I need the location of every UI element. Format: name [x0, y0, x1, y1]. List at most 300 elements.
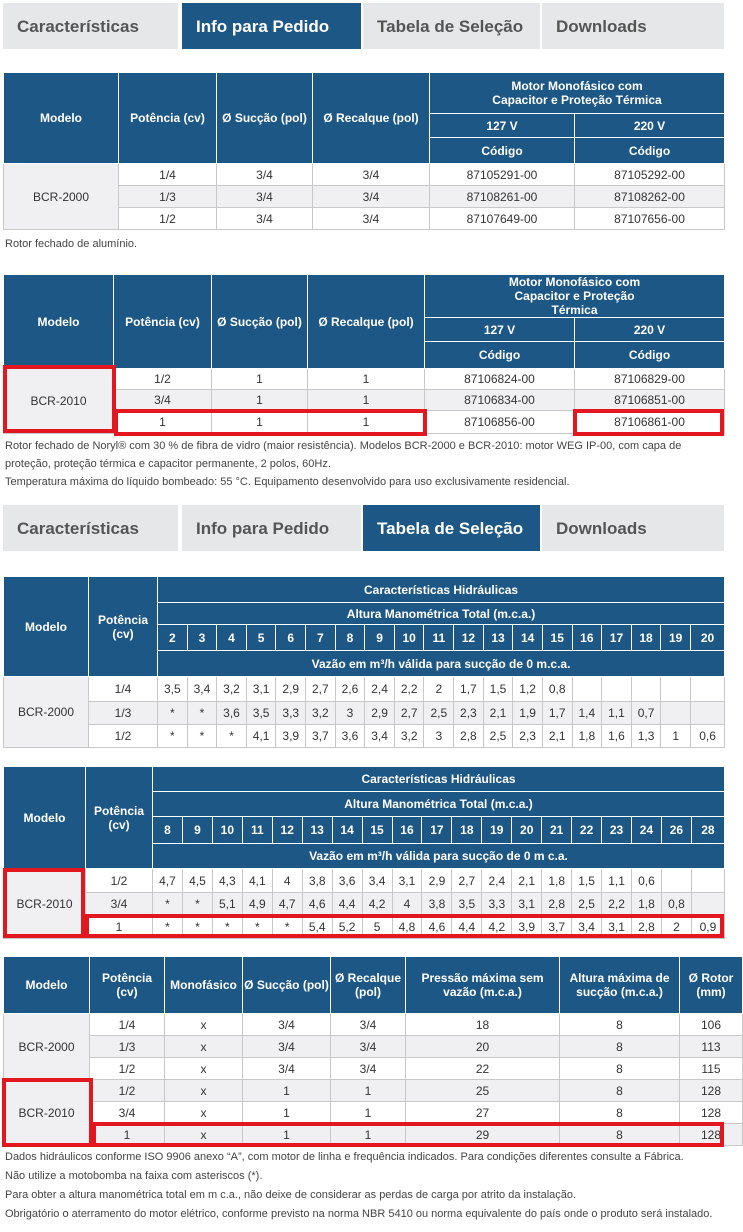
cell: 87108262-00 — [575, 186, 725, 208]
footnote-1: Dados hidráulicos conforme ISO 9906 anexo “A”, com motor de linha e frequência indicados. Para condições diferentes consulte a Fábrica. — [5, 1151, 684, 1163]
flow-cell: 3,9 — [276, 725, 306, 748]
cell: 1 — [212, 390, 308, 411]
model-cell: BCR-2010 — [4, 1080, 90, 1146]
flow-cell: 2,5 — [483, 725, 513, 748]
height-col-header: 16 — [572, 625, 602, 651]
header-altura: Altura Manométrica Total (m.c.a.) — [153, 792, 725, 817]
spec-cell: 128 — [680, 1124, 743, 1146]
height-col-header: 16 — [392, 817, 422, 844]
spec-header: Ø Rotor (mm) — [680, 957, 743, 1014]
cell: 1 — [308, 411, 425, 434]
spec-cell: 3/4 — [243, 1058, 331, 1080]
flow-cell: 2,8 — [632, 916, 662, 939]
flow-cell: 2,5 — [424, 702, 454, 725]
flow-cell: 2,4 — [482, 869, 512, 893]
header-motor: Motor Monofásico com Capacitor e Proteção Térmica — [430, 73, 725, 114]
flow-cell — [691, 869, 724, 893]
height-col-header: 12 — [272, 817, 302, 844]
potencia-cell: 3/4 — [86, 893, 153, 916]
flow-cell: 3,6 — [217, 702, 247, 725]
spec-cell: 128 — [680, 1102, 743, 1124]
flow-cell: 1,7 — [454, 677, 484, 702]
spec-cell: 3/4 — [331, 1036, 406, 1058]
cell: 1/4 — [119, 164, 217, 186]
flow-cell: 2,6 — [335, 677, 365, 702]
flow-cell: * — [242, 916, 272, 939]
footnote-4: Obrigatório o aterramento do motor elétrico, conforme previsto na norma NBR 5410 ou norma equivalente do país onde o produto será instalado. — [5, 1208, 713, 1220]
flow-cell: 4 — [272, 869, 302, 893]
flow-cell: 2,5 — [572, 893, 602, 916]
flow-cell: 2,1 — [542, 725, 572, 748]
spec-cell: 1 — [90, 1124, 165, 1146]
flow-cell: 4,2 — [482, 916, 512, 939]
height-col-header: 20 — [690, 625, 724, 651]
height-col-header: 19 — [482, 817, 512, 844]
spec-cell: 1 — [243, 1102, 331, 1124]
flow-cell: 1,5 — [483, 677, 513, 702]
flow-cell: 3,1 — [246, 677, 276, 702]
potencia-cell: 1/3 — [89, 702, 158, 725]
cell: 87107649-00 — [430, 208, 575, 230]
spec-cell: 1/3 — [90, 1036, 165, 1058]
cell: 3/4 — [114, 390, 212, 411]
spec-cell: 3/4 — [243, 1036, 331, 1058]
flow-cell — [572, 677, 602, 702]
spec-cell: 20 — [406, 1036, 560, 1058]
cell: 87105291-00 — [430, 164, 575, 186]
spec-cell: 18 — [406, 1014, 560, 1036]
header-modelo: Modelo — [4, 275, 114, 369]
table2-note-1: Rotor fechado de Noryl® com 30 % de fibra de vidro (maior resistência). Modelos BCR-2000 e BCR-2010: motor WEG IP-00, com capa de — [5, 440, 682, 452]
spec-cell: 8 — [560, 1058, 680, 1080]
flow-cell: 2,7 — [452, 869, 482, 893]
flow-cell: 3,4 — [187, 677, 217, 702]
spec-cell: 3/4 — [331, 1058, 406, 1080]
cell: 87106824-00 — [425, 369, 575, 390]
height-col-header: 6 — [276, 625, 306, 651]
table2-note-3: Temperatura máxima do líquido bombeado: 55 °C. Equipamento desenvolvido para uso exclusivamente residencial. — [5, 476, 570, 488]
height-col-header: 20 — [512, 817, 542, 844]
tab-caracteristicas[interactable]: Características — [3, 505, 178, 551]
spec-cell: 29 — [406, 1124, 560, 1146]
flow-cell: 1,9 — [513, 702, 543, 725]
spec-header: Ø Sucção (pol) — [243, 957, 331, 1014]
potencia-cell: 1/2 — [89, 725, 158, 748]
flow-cell: 0,6 — [632, 869, 662, 893]
model-cell: BCR-2010 — [4, 869, 86, 939]
spec-cell: 1 — [331, 1102, 406, 1124]
spec-cell: 27 — [406, 1102, 560, 1124]
tab-caracteristicas[interactable]: Características — [3, 3, 178, 49]
flow-cell — [661, 677, 691, 702]
flow-cell — [631, 677, 661, 702]
cell: 3/4 — [313, 164, 430, 186]
flow-cell: 1,8 — [572, 725, 602, 748]
header-codigo-220: Código — [575, 138, 725, 164]
height-col-header: 18 — [631, 625, 661, 651]
flow-cell: 3,2 — [217, 677, 247, 702]
model-cell: BCR-2010 — [4, 369, 114, 434]
flow-cell: 2,2 — [602, 893, 632, 916]
spec-header: Modelo — [4, 957, 90, 1014]
spec-cell: 8 — [560, 1124, 680, 1146]
spec-header: Pressão máxima sem vazão (m.c.a.) — [406, 957, 560, 1014]
cell: 1 — [308, 390, 425, 411]
tab-info-pedido[interactable]: Info para Pedido — [182, 505, 361, 551]
flow-cell: 3,7 — [306, 725, 336, 748]
model-cell: BCR-2000 — [4, 1014, 90, 1080]
flow-cell: 3,1 — [512, 893, 542, 916]
flow-cell — [690, 702, 724, 725]
flow-cell: 4,3 — [212, 869, 242, 893]
height-col-header: 13 — [483, 625, 513, 651]
header-modelo: Modelo — [4, 577, 89, 677]
flow-cell: 4,1 — [246, 725, 276, 748]
height-col-header: 26 — [661, 817, 691, 844]
flow-cell: 0,6 — [690, 725, 724, 748]
flow-cell: 3 — [335, 702, 365, 725]
height-col-header: 7 — [306, 625, 336, 651]
tab-bar-top — [0, 3, 727, 49]
cell: 3/4 — [217, 186, 313, 208]
flow-cell: 2,7 — [306, 677, 336, 702]
flow-cell: 2,3 — [513, 725, 543, 748]
header-succao: Ø Sucção (pol) — [212, 275, 308, 369]
flow-cell: 1 — [661, 725, 691, 748]
flow-cell — [602, 677, 632, 702]
spec-cell: 3/4 — [243, 1014, 331, 1036]
flow-cell: 2,1 — [483, 702, 513, 725]
header-vazao: Vazão em m³/h válida para sucção de 0 m c.a. — [153, 844, 725, 869]
flow-cell: 1,8 — [632, 893, 662, 916]
flow-cell: * — [187, 702, 217, 725]
spec-cell: 1 — [243, 1080, 331, 1102]
flow-cell: 2,9 — [422, 869, 452, 893]
spec-cell: 3/4 — [90, 1102, 165, 1124]
flow-cell: 2,9 — [365, 702, 395, 725]
flow-cell — [661, 702, 691, 725]
highlight-code-220v — [573, 409, 724, 436]
specs-table — [3, 956, 743, 1146]
flow-cell: 3,6 — [335, 725, 365, 748]
flow-cell: 0,7 — [631, 702, 661, 725]
cell: 1 — [308, 369, 425, 390]
flow-cell: 1,1 — [602, 702, 632, 725]
cell: 3/4 — [313, 208, 430, 230]
flow-cell: 1,7 — [542, 702, 572, 725]
flow-cell: 3,7 — [542, 916, 572, 939]
tab-downloads[interactable]: Downloads — [542, 3, 724, 49]
cell: 1/2 — [114, 369, 212, 390]
spec-cell: 8 — [560, 1102, 680, 1124]
height-col-header: 9 — [365, 625, 395, 651]
flow-cell: 3,1 — [392, 869, 422, 893]
header-caracteristicas: Características Hidráulicas — [153, 767, 725, 792]
flow-cell: * — [153, 893, 183, 916]
spec-cell: x — [165, 1036, 243, 1058]
flow-cell: 3,8 — [302, 869, 332, 893]
spec-cell: x — [165, 1058, 243, 1080]
flow-cell: 4,5 — [182, 869, 212, 893]
header-recalque: Ø Recalque (pol) — [313, 73, 430, 164]
header-succao: Ø Sucção (pol) — [217, 73, 313, 164]
height-col-header: 15 — [362, 817, 392, 844]
height-col-header: 22 — [572, 817, 602, 844]
header-codigo-127: Código — [430, 138, 575, 164]
flow-cell: 1,4 — [572, 702, 602, 725]
header-recalque: Ø Recalque (pol) — [308, 275, 425, 369]
flow-cell: * — [212, 916, 242, 939]
height-col-header: 21 — [542, 817, 572, 844]
cell: 1 — [212, 411, 308, 434]
cell: 87106856-00 — [425, 411, 575, 434]
flow-cell: 4,6 — [422, 916, 452, 939]
height-col-header: 11 — [424, 625, 454, 651]
spec-cell: 8 — [560, 1014, 680, 1036]
flow-cell — [690, 677, 724, 702]
cell: 1 — [114, 411, 212, 434]
flow-cell: 5,4 — [302, 916, 332, 939]
spec-header: Monofásico — [165, 957, 243, 1014]
height-col-header: 10 — [212, 817, 242, 844]
flow-cell: 5 — [362, 916, 392, 939]
flow-cell: 3 — [424, 725, 454, 748]
height-col-header: 14 — [513, 625, 543, 651]
flow-cell: 3,3 — [482, 893, 512, 916]
order-table-bcr2000 — [3, 72, 725, 230]
flow-cell: 3,5 — [452, 893, 482, 916]
flow-cell: 4,4 — [332, 893, 362, 916]
flow-cell: 2,8 — [454, 725, 484, 748]
flow-cell: * — [182, 916, 212, 939]
cell: 1/2 — [119, 208, 217, 230]
highlight-model-bcr2010-sel — [3, 868, 85, 938]
flow-cell: * — [272, 916, 302, 939]
height-col-header: 4 — [217, 625, 247, 651]
flow-cell: * — [158, 702, 188, 725]
height-col-header: 24 — [632, 817, 662, 844]
spec-cell: 113 — [680, 1036, 743, 1058]
height-col-header: 19 — [661, 625, 691, 651]
flow-cell: 1,5 — [572, 869, 602, 893]
height-col-header: 13 — [302, 817, 332, 844]
cell: 1/3 — [119, 186, 217, 208]
spec-cell: 1 — [331, 1124, 406, 1146]
flow-cell: 4,9 — [242, 893, 272, 916]
cell: 87106829-00 — [575, 369, 725, 390]
header-codigo-127: Código — [425, 342, 575, 369]
potencia-cell: 1/2 — [86, 869, 153, 893]
flow-cell: 4,8 — [392, 916, 422, 939]
flow-cell: 2,9 — [276, 677, 306, 702]
flow-cell: 1,1 — [602, 869, 632, 893]
cell: 87107656-00 — [575, 208, 725, 230]
spec-cell: 1/4 — [90, 1014, 165, 1036]
flow-cell: 2,2 — [394, 677, 424, 702]
flow-cell: 2,3 — [454, 702, 484, 725]
selection-table-bcr2000 — [3, 576, 725, 748]
flow-cell: 2,7 — [394, 702, 424, 725]
cell: 3/4 — [313, 186, 430, 208]
header-motor: Motor Monofásico com Capacitor e Proteção Térmica — [425, 275, 725, 318]
flow-cell: 3,6 — [332, 869, 362, 893]
flow-cell: 5,1 — [212, 893, 242, 916]
height-col-header: 23 — [602, 817, 632, 844]
table1-note: Rotor fechado de alumínio. — [5, 238, 138, 250]
height-col-header: 17 — [422, 817, 452, 844]
height-col-header: 14 — [332, 817, 362, 844]
spec-cell: 128 — [680, 1080, 743, 1102]
tab-tabela-selecao[interactable]: Tabela de Seleção — [363, 3, 540, 49]
spec-header: Altura máxima de sucção (m.c.a.) — [560, 957, 680, 1014]
height-col-header: 15 — [542, 625, 572, 651]
height-col-header: 3 — [187, 625, 217, 651]
spec-cell: x — [165, 1014, 243, 1036]
tab-downloads[interactable]: Downloads — [542, 505, 724, 551]
flow-cell: 2,4 — [365, 677, 395, 702]
flow-cell: * — [187, 725, 217, 748]
highlight-row-1cv — [114, 409, 427, 436]
header-potencia: Potência (cv) — [119, 73, 217, 164]
flow-cell: 3,2 — [394, 725, 424, 748]
cell: 3/4 — [217, 164, 313, 186]
spec-cell: x — [165, 1080, 243, 1102]
flow-cell: 3,5 — [246, 702, 276, 725]
flow-cell: 4 — [392, 893, 422, 916]
cell: 87105292-00 — [575, 164, 725, 186]
flow-cell: 3,1 — [602, 916, 632, 939]
model-cell: BCR-2000 — [4, 164, 119, 230]
height-col-header: 10 — [394, 625, 424, 651]
height-col-header: 5 — [246, 625, 276, 651]
flow-cell: 4,4 — [452, 916, 482, 939]
spec-cell: 106 — [680, 1014, 743, 1036]
spec-cell: 1/2 — [90, 1058, 165, 1080]
header-modelo: Modelo — [4, 767, 86, 869]
header-potencia: Potência (cv) — [86, 767, 153, 869]
spec-cell: x — [165, 1102, 243, 1124]
spec-cell: x — [165, 1124, 243, 1146]
flow-cell: * — [182, 893, 212, 916]
model-cell: BCR-2000 — [4, 677, 89, 748]
height-col-header: 8 — [153, 817, 183, 844]
tab-tabela-selecao[interactable]: Tabela de Seleção — [363, 505, 540, 551]
height-col-header: 17 — [602, 625, 632, 651]
flow-cell: 3,4 — [362, 869, 392, 893]
height-col-header: 18 — [452, 817, 482, 844]
flow-cell: 1,3 — [631, 725, 661, 748]
height-col-header: 11 — [242, 817, 272, 844]
spec-cell: 8 — [560, 1080, 680, 1102]
cell: 87106851-00 — [575, 390, 725, 411]
spec-cell: 115 — [680, 1058, 743, 1080]
flow-cell: * — [217, 725, 247, 748]
flow-cell: 2 — [661, 916, 691, 939]
flow-cell: 1,6 — [602, 725, 632, 748]
flow-cell: 4,6 — [302, 893, 332, 916]
spec-cell: 25 — [406, 1080, 560, 1102]
height-col-header: 9 — [182, 817, 212, 844]
spec-cell: 3/4 — [331, 1014, 406, 1036]
flow-cell: 3,5 — [158, 677, 188, 702]
flow-cell: 2,1 — [512, 869, 542, 893]
flow-cell — [691, 893, 724, 916]
cell: 1 — [212, 369, 308, 390]
spec-header: Ø Recalque (pol) — [331, 957, 406, 1014]
footnote-3: Para obter a altura manométrica total em m c.a., não deixe de considerar as perdas de carga por atrito da instalação. — [5, 1189, 577, 1201]
spec-cell: 1 — [331, 1080, 406, 1102]
header-220v: 220 V — [575, 318, 725, 342]
spec-header: Potência (cv) — [90, 957, 165, 1014]
flow-cell: * — [153, 916, 183, 939]
header-vazao: Vazão em m³/h válida para sucção de 0 m.c.a. — [158, 651, 725, 677]
header-potencia: Potência (cv) — [89, 577, 158, 677]
tab-bar-bottom — [0, 505, 727, 551]
header-220v: 220 V — [575, 114, 725, 138]
spec-cell: 1/2 — [90, 1080, 165, 1102]
highlight-model-bcr2010-spec — [2, 1078, 93, 1147]
flow-cell: 1,8 — [542, 869, 572, 893]
cell: 87106834-00 — [425, 390, 575, 411]
header-caracteristicas: Características Hidráulicas — [158, 577, 725, 603]
cell: 87108261-00 — [430, 186, 575, 208]
header-127v: 127 V — [430, 114, 575, 138]
spec-cell: 8 — [560, 1036, 680, 1058]
potencia-cell: 1 — [86, 916, 153, 939]
flow-cell: 4,7 — [272, 893, 302, 916]
tab-info-pedido[interactable]: Info para Pedido — [182, 3, 361, 49]
spec-cell: 1 — [243, 1124, 331, 1146]
flow-cell: * — [158, 725, 188, 748]
flow-cell: 4,1 — [242, 869, 272, 893]
flow-cell: 2 — [424, 677, 454, 702]
flow-cell — [661, 869, 691, 893]
flow-cell: 2,8 — [542, 893, 572, 916]
flow-cell: 3,2 — [306, 702, 336, 725]
footnote-2: Não utilize a motobomba na faixa com asteriscos (*). — [5, 1170, 263, 1182]
cell: 3/4 — [217, 208, 313, 230]
height-col-header: 2 — [158, 625, 188, 651]
flow-cell: 3,3 — [276, 702, 306, 725]
flow-cell: 3,4 — [365, 725, 395, 748]
spec-cell: 22 — [406, 1058, 560, 1080]
flow-cell: 3,4 — [572, 916, 602, 939]
header-127v: 127 V — [425, 318, 575, 342]
flow-cell: 0,8 — [661, 893, 691, 916]
flow-cell: 4,2 — [362, 893, 392, 916]
highlight-row-1cv-sel — [85, 914, 724, 938]
height-col-header: 12 — [454, 625, 484, 651]
flow-cell: 0,8 — [542, 677, 572, 702]
header-altura: Altura Manométrica Total (m.c.a.) — [158, 603, 725, 625]
table2-note-2: proteção, proteção térmica e capacitor permanente, 2 polos, 60Hz. — [5, 458, 331, 470]
highlight-row-1cv-spec — [92, 1122, 724, 1147]
flow-cell: 5,2 — [332, 916, 362, 939]
header-modelo: Modelo — [4, 73, 119, 164]
flow-cell: 3,9 — [512, 916, 542, 939]
flow-cell: 0,9 — [691, 916, 724, 939]
header-potencia: Potência (cv) — [114, 275, 212, 369]
cell: 87106861-00 — [575, 411, 725, 434]
height-col-header: 8 — [335, 625, 365, 651]
flow-cell: 1,2 — [513, 677, 543, 702]
height-col-header: 28 — [691, 817, 724, 844]
header-codigo-220: Código — [575, 342, 725, 369]
potencia-cell: 1/4 — [89, 677, 158, 702]
flow-cell: 4,7 — [153, 869, 183, 893]
highlight-model-bcr2010 — [3, 365, 116, 433]
flow-cell: 3,8 — [422, 893, 452, 916]
